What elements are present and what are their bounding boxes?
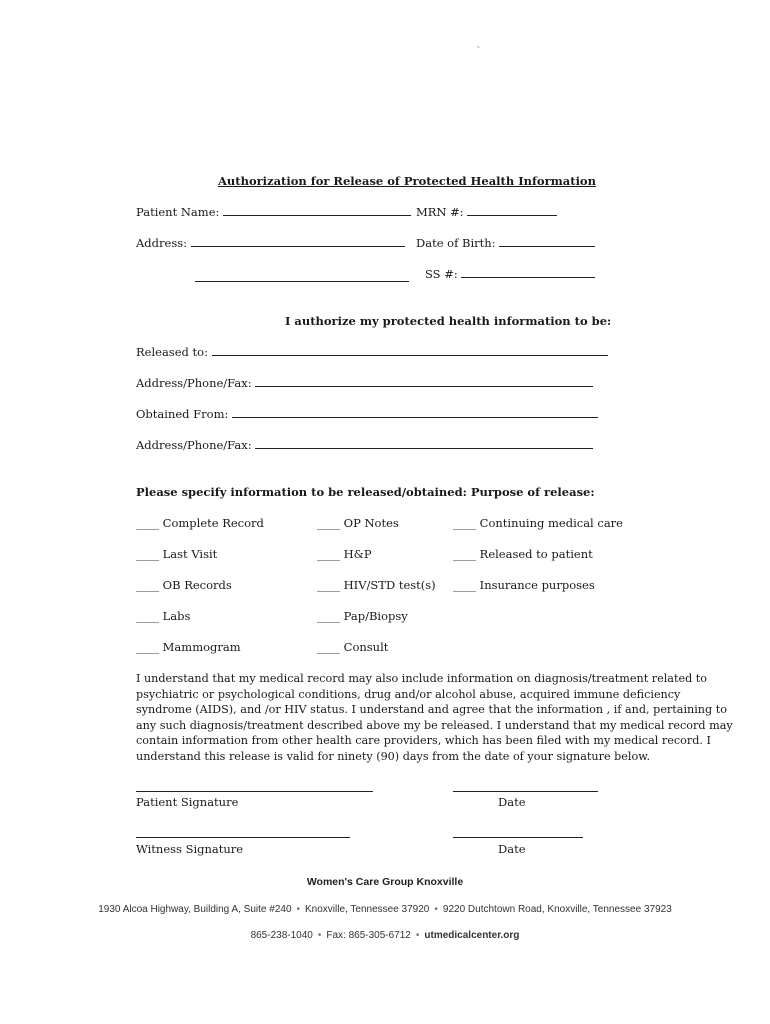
bullet-separator-icon: •: [434, 904, 438, 915]
address-phone-fax-1-blank[interactable]: [255, 376, 593, 387]
address-label: Address:: [136, 236, 188, 250]
dob-field[interactable]: [416, 236, 595, 250]
obtained-from-blank[interactable]: [232, 407, 598, 418]
bullet-separator-icon: •: [415, 930, 420, 941]
header-mark: `: [476, 44, 482, 58]
witness-signature-label: Witness Signature: [136, 842, 244, 856]
bullet-separator-icon: •: [296, 904, 301, 915]
option-complete-record[interactable]: ____ Complete Record: [136, 516, 264, 530]
patient-name-label: Patient Name:: [136, 205, 220, 219]
option-labs[interactable]: ____ Labs: [136, 609, 191, 623]
footer-website-link[interactable]: utmedicalcenter.org: [424, 930, 520, 941]
released-to-label: Released to:: [136, 345, 208, 359]
address-phone-fax-2-blank[interactable]: [255, 438, 593, 449]
address-blank[interactable]: [191, 236, 405, 247]
disclaimer-paragraph: I understand that my medical record may also include information on diagnosis/treatment related to psychiatric or psychological conditions, drug and/or alcohol abuse, acquired immune deficiency syndrome (AIDS), and /or HIV status. I understand and agree that the information , if and, pertaining to any such diagnosis/treatment described above my be released. I understand that my medical record may contain information from other health care providers, which has been filed with my medical record. I understand this release is valid for ninety (90) days from the date of your signature below.: [136, 672, 733, 763]
released-to-field[interactable]: [136, 345, 608, 359]
option-pap-biopsy[interactable]: ____ Pap/Biopsy: [317, 609, 408, 623]
option-hiv-std-tests[interactable]: ____ HIV/STD test(s): [317, 578, 436, 592]
address-line-2-blank[interactable]: [195, 271, 409, 282]
address-line-2-field[interactable]: [195, 267, 409, 286]
form-title: Authorization for Release of Protected Health Information: [218, 174, 596, 188]
ssn-label: SS #:: [425, 267, 458, 281]
authorize-heading: I authorize my protected health information to be:: [285, 314, 612, 328]
option-mammogram[interactable]: ____ Mammogram: [136, 640, 241, 654]
patient-signature-line[interactable]: [136, 791, 373, 792]
dob-blank[interactable]: [499, 236, 595, 247]
footer-addresses: [0, 904, 770, 915]
address-phone-fax-2-label: Address/Phone/Fax:: [136, 438, 252, 452]
option-insurance-purposes[interactable]: ____ Insurance purposes: [453, 578, 595, 592]
bullet-separator-icon: •: [317, 930, 322, 941]
footer-city-1: Knoxville, Tennessee 37920: [305, 904, 430, 915]
footer-org: Women's Care Group Knoxville: [306, 876, 464, 888]
option-consult[interactable]: ____ Consult: [317, 640, 389, 654]
date-2-label: Date: [498, 842, 526, 856]
mrn-field[interactable]: [416, 205, 557, 219]
patient-name-field[interactable]: [136, 205, 411, 219]
patient-name-blank[interactable]: [223, 205, 411, 216]
footer-contact: [0, 930, 770, 941]
date-1-label: Date: [498, 795, 526, 809]
date-1-line[interactable]: [453, 791, 598, 792]
patient-signature-label: Patient Signature: [136, 795, 239, 809]
ssn-field[interactable]: [425, 267, 595, 281]
option-op-notes[interactable]: ____ OP Notes: [317, 516, 399, 530]
obtained-from-field[interactable]: [136, 407, 598, 421]
option-released-to-patient[interactable]: ____ Released to patient: [453, 547, 593, 561]
option-ob-records[interactable]: ____ OB Records: [136, 578, 232, 592]
address-field[interactable]: [136, 236, 405, 250]
witness-signature-line[interactable]: [136, 837, 350, 838]
footer-fax: Fax: 865-305-6712: [326, 930, 411, 941]
obtained-from-label: Obtained From:: [136, 407, 229, 421]
address-phone-fax-1-field[interactable]: [136, 376, 593, 390]
released-to-blank[interactable]: [212, 345, 608, 356]
address-phone-fax-2-field[interactable]: [136, 438, 593, 452]
mrn-blank[interactable]: [467, 205, 557, 216]
option-continuing-medical-care[interactable]: ____ Continuing medical care: [453, 516, 623, 530]
dob-label: Date of Birth:: [416, 236, 496, 250]
footer-address-1: 1930 Alcoa Highway, Building A, Suite #240: [98, 904, 292, 915]
mrn-label: MRN #:: [416, 205, 464, 219]
address-phone-fax-1-label: Address/Phone/Fax:: [136, 376, 252, 390]
option-last-visit[interactable]: ____ Last Visit: [136, 547, 218, 561]
footer-address-2: 9220 Dutchtown Road, Knoxville, Tennessee 37923: [442, 904, 672, 915]
specify-heading: Please specify information to be released/obtained: Purpose of release:: [136, 485, 595, 499]
option-h-and-p[interactable]: ____ H&P: [317, 547, 372, 561]
ssn-blank[interactable]: [461, 267, 595, 278]
footer-phone: 865-238-1040: [250, 930, 313, 941]
date-2-line[interactable]: [453, 837, 583, 838]
